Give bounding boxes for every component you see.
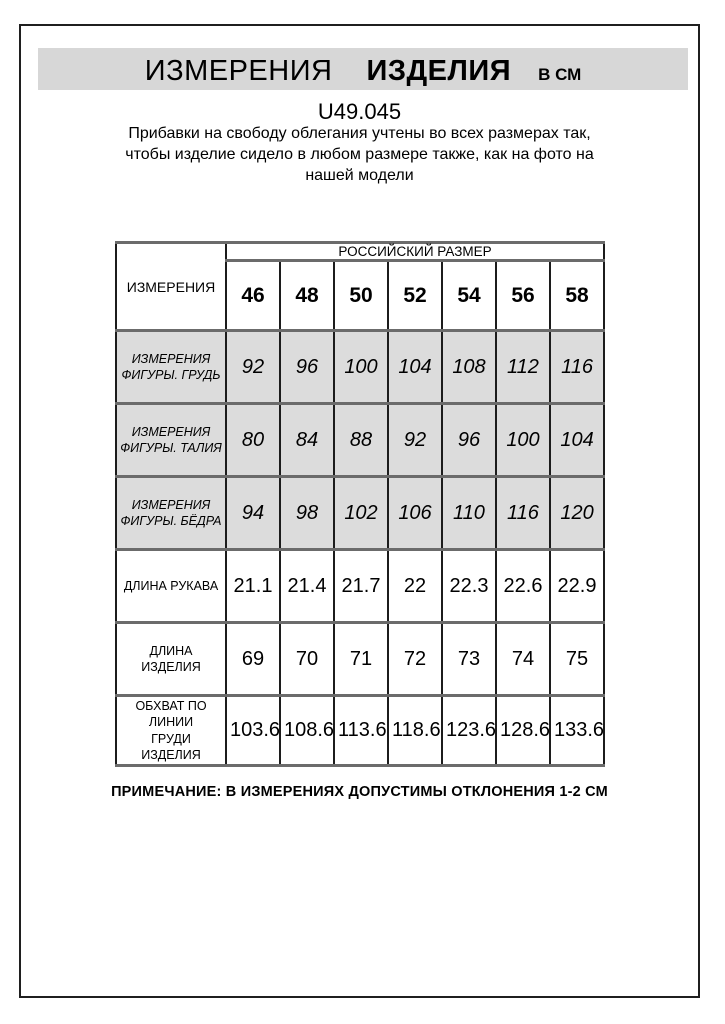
value-cell: 116 xyxy=(550,331,604,404)
group-header-cell: РОССИЙСКИЙ РАЗМЕР xyxy=(226,243,604,261)
value-cell: 116 xyxy=(496,477,550,550)
row-label-cell: ДЛИНА ИЗДЕЛИЯ xyxy=(116,623,226,696)
value-cell: 92 xyxy=(226,331,280,404)
value-cell: 22 xyxy=(388,550,442,623)
value-cell: 74 xyxy=(496,623,550,696)
value-cell: 104 xyxy=(550,404,604,477)
row-label-cell: ИЗМЕРЕНИЯ ФИГУРЫ. ТАЛИЯ xyxy=(116,404,226,477)
value-cell: 22.3 xyxy=(442,550,496,623)
title-band xyxy=(38,48,688,90)
table-group-header-row xyxy=(116,243,604,261)
value-cell: 96 xyxy=(442,404,496,477)
table-row-product-length xyxy=(116,623,604,696)
size-header-cell: 56 xyxy=(496,261,550,331)
value-cell: 100 xyxy=(496,404,550,477)
value-cell: 106 xyxy=(388,477,442,550)
title-word-measurements: ИЗМЕРЕНИЯ xyxy=(144,55,333,87)
value-cell: 92 xyxy=(388,404,442,477)
value-cell: 69 xyxy=(226,623,280,696)
value-cell: 73 xyxy=(442,623,496,696)
row-label-cell xyxy=(116,696,226,766)
row-label-text: ОБХВАТ ПО ЛИНИИ ГРУДИ ИЗДЕЛИЯ xyxy=(135,699,207,762)
value-cell: 22.9 xyxy=(550,550,604,623)
value-cell: 96 xyxy=(280,331,334,404)
value-cell: 80 xyxy=(226,404,280,477)
value-cell: 98 xyxy=(280,477,334,550)
table-row-product-chest-girth xyxy=(116,696,604,766)
title-word-product: ИЗДЕЛИЯ xyxy=(366,55,512,87)
value-cell: 70 xyxy=(280,623,334,696)
value-cell: 100 xyxy=(334,331,388,404)
row-label-cell: ИЗМЕРЕНИЯ ФИГУРЫ. БЁДРА xyxy=(116,477,226,550)
article-code: U49.045 xyxy=(317,99,402,124)
size-header-cell: 58 xyxy=(550,261,604,331)
value-cell: 72 xyxy=(388,623,442,696)
size-header-cell: 50 xyxy=(334,261,388,331)
value-cell: 103.6 xyxy=(226,696,280,766)
value-cell: 133.6 xyxy=(550,696,604,766)
value-cell: 120 xyxy=(550,477,604,550)
size-header-cell: 52 xyxy=(388,261,442,331)
value-cell: 128.6 xyxy=(496,696,550,766)
tolerance-note: ПРИМЕЧАНИЕ: В ИЗМЕРЕНИЯХ ДОПУСТИМЫ ОТКЛОНЕНИЯ 1-2 СМ xyxy=(111,784,608,800)
table-row-figure-waist xyxy=(116,404,604,477)
corner-header-cell: ИЗМЕРЕНИЯ xyxy=(116,243,226,331)
subtitle-wrap xyxy=(19,124,700,186)
value-cell: 102 xyxy=(334,477,388,550)
value-cell: 71 xyxy=(334,623,388,696)
value-cell: 108.6 xyxy=(280,696,334,766)
value-cell: 21.1 xyxy=(226,550,280,623)
size-table xyxy=(115,241,605,767)
size-header-cell: 48 xyxy=(280,261,334,331)
value-cell: 22.6 xyxy=(496,550,550,623)
title-unit-label: В СМ xyxy=(538,65,582,84)
value-cell: 75 xyxy=(550,623,604,696)
value-cell: 21.7 xyxy=(334,550,388,623)
value-cell: 94 xyxy=(226,477,280,550)
value-cell: 123.6 xyxy=(442,696,496,766)
value-cell: 108 xyxy=(442,331,496,404)
value-cell: 113.6 xyxy=(334,696,388,766)
value-cell: 21.4 xyxy=(280,550,334,623)
size-header-cell: 54 xyxy=(442,261,496,331)
table-row-sleeve-length xyxy=(116,550,604,623)
size-header-cell: 46 xyxy=(226,261,280,331)
table-row-figure-hips xyxy=(116,477,604,550)
fit-description: Прибавки на свободу облегания учтены во всех размерах так, чтобы изделие сидело в любом размере также, как на фото на нашей модели xyxy=(125,125,594,184)
value-cell: 110 xyxy=(442,477,496,550)
value-cell: 112 xyxy=(496,331,550,404)
value-cell: 118.6 xyxy=(388,696,442,766)
value-cell: 84 xyxy=(280,404,334,477)
row-label-cell: ДЛИНА РУКАВА xyxy=(116,550,226,623)
table-row-figure-chest xyxy=(116,331,604,404)
value-cell: 88 xyxy=(334,404,388,477)
value-cell: 104 xyxy=(388,331,442,404)
row-label-cell: ИЗМЕРЕНИЯ ФИГУРЫ. ГРУДЬ xyxy=(116,331,226,404)
